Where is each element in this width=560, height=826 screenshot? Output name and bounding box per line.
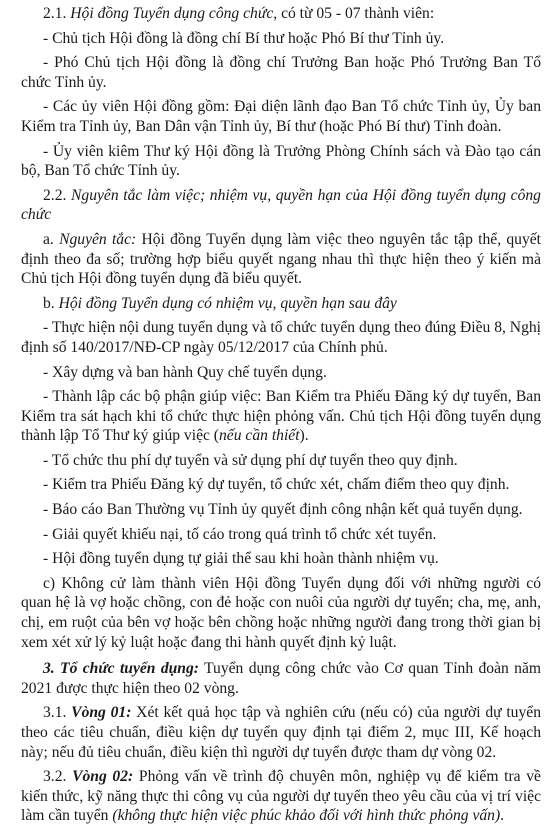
round-1-paragraph <box>21 703 541 762</box>
vice-chair-paragraph: - Phó Chủ tịch Hội đồng là đồng chí Trưởng Ban hoặc Phó Trưởng Ban Tổ chức Tỉnh ủy. <box>21 54 541 91</box>
item-letter: a. <box>43 230 60 248</box>
round-2-paragraph <box>21 767 541 826</box>
chair-paragraph: - Chủ tịch Hội đồng là đồng chí Bí thư hoặc Phó Bí thư Tỉnh ủy. <box>43 29 445 47</box>
duty-item <box>21 387 541 446</box>
section-number: 3.1. <box>43 704 72 722</box>
duty-item: - Tổ chức thu phí dự tuyển và sử dụng phí dự tuyển theo quy định. <box>43 451 458 469</box>
item-title: Nguyên tắc: <box>59 230 137 248</box>
duty-item: - Thực hiện nội dung tuyển dụng và tổ chức tuyển dụng theo đúng Điều 8, Nghị định số 140/2017/NĐ-CP ngày 05/12/2017 của Chính phủ. <box>21 319 541 356</box>
duty-item: - Hội đồng tuyển dụng tự giải thể sau khi hoàn thành nhiệm vụ. <box>43 550 439 568</box>
duty-text: - Thành lập các bộ phận giúp việc: Ban Kiểm tra Phiếu Đăng ký dự tuyển, Ban Kiểm tra sát hạch khi tổ chức thực hiện phỏng vấn. Chủ tịch Hội đồng tuyển dụng thành lập Tổ Thư ký giúp việc ( <box>21 388 541 445</box>
section-number: 2.1. <box>43 5 71 22</box>
duty-item: - Xây dựng và ban hành Quy chế tuyển dụng. <box>43 363 327 381</box>
duty-item: - Báo cáo Ban Thường vụ Tỉnh ủy quyết định công nhận kết quả tuyển dụng. <box>43 501 523 519</box>
section-text: Tuyển dụng công chức vào Cơ quan Tỉnh đoàn năm 2021 được thực hiện theo 02 vòng. <box>21 660 542 697</box>
duty-note: nếu cần thiết <box>219 427 300 445</box>
item-letter: b. <box>43 294 59 312</box>
duty-tail: ). <box>299 427 309 445</box>
section-3-paragraph <box>21 659 541 698</box>
section-number: 3.2. <box>43 768 73 786</box>
round-tail: . <box>500 807 505 825</box>
section-2-2-heading <box>21 186 541 225</box>
exclusion-paragraph: c) Không cử làm thành viên Hội đồng Tuyển dụng đối với những người có quan hệ là vợ hoặc chồng, con đẻ hoặc con nuôi của người dự tuyển; cha, mẹ, anh, chị, em ruột của bên vợ hoặc bên chồng hoặc những người đang trong thời gian bị xem xét xử lý kỷ luật hoặc đang thi hành quyết định kỷ luật. <box>21 574 541 651</box>
item-text: Hội đồng Tuyển dụng làm việc theo nguyên tắc tập thể, quyết định theo đa số; trường hợp biểu quyết ngang nhau thì thực hiện theo ý kiến mà Chủ tịch Hội đồng tuyển dụng đã biểu quyết. <box>21 230 541 288</box>
section-title: Nguyên tắc làm việc; nhiệm vụ, quyền hạn của Hội đồng tuyển dụng công chức <box>21 186 541 224</box>
section-2-1-heading <box>21 4 541 24</box>
round-title: Vòng 02: <box>72 768 134 786</box>
section-title: Hội đồng Tuyển dụng công chức <box>70 5 274 22</box>
duty-item: - Giải quyết khiếu nại, tố cáo trong quá trình tổ chức xét tuyển. <box>43 525 437 543</box>
secretary-paragraph: - Ủy viên kiêm Thư ký Hội đồng là Trưởng Phòng Chính sách và Đào tạo cán bộ, Ban Tổ chức Tỉnh ủy. <box>21 142 541 180</box>
principle-paragraph <box>21 230 541 289</box>
section-title: 3. Tổ chức tuyển dụng: <box>43 660 199 678</box>
round-text: Xét kết quả học tập và nghiên cứu (nếu có) của người dự tuyển theo các tiêu chuẩn, điều kiện dự tuyển quy định tại điểm 2, mục III, Kế hoạch này; nếu đủ tiêu chuẩn, điều kiện thì người dự tuyển được tham dự vòng 02. <box>21 704 541 761</box>
duty-item: - Kiểm tra Phiếu Đăng ký dự tuyển, tổ chức xét, chấm điểm theo quy định. <box>43 476 510 494</box>
round-note: (không thực hiện việc phúc khảo đối với hình thức phỏng vấn) <box>112 807 501 825</box>
duties-heading <box>21 294 541 314</box>
section-number: 2.2. <box>43 186 71 204</box>
section-text: , có từ 05 - 07 thành viên: <box>273 5 435 22</box>
round-title: Vòng 01: <box>71 704 132 722</box>
members-paragraph: - Các ủy viên Hội đồng gồm: Đại diện lãnh đạo Ban Tổ chức Tỉnh ủy, Ủy ban Kiểm tra Tỉnh ủy, Ban Dân vận Tỉnh ủy, Bí thư (hoặc Phó Bí thư) Tỉnh đoàn. <box>21 98 541 135</box>
round-text: Phỏng vấn về trình độ chuyên môn, nghiệp vụ để kiểm tra về kiến thức, kỹ năng thực thi công vụ của người dự tuyển theo yêu cầu của vị trí việc làm cần tuyển <box>21 768 541 825</box>
item-title: Hội đồng Tuyển dụng có nhiệm vụ, quyền hạn sau đây <box>58 294 397 312</box>
